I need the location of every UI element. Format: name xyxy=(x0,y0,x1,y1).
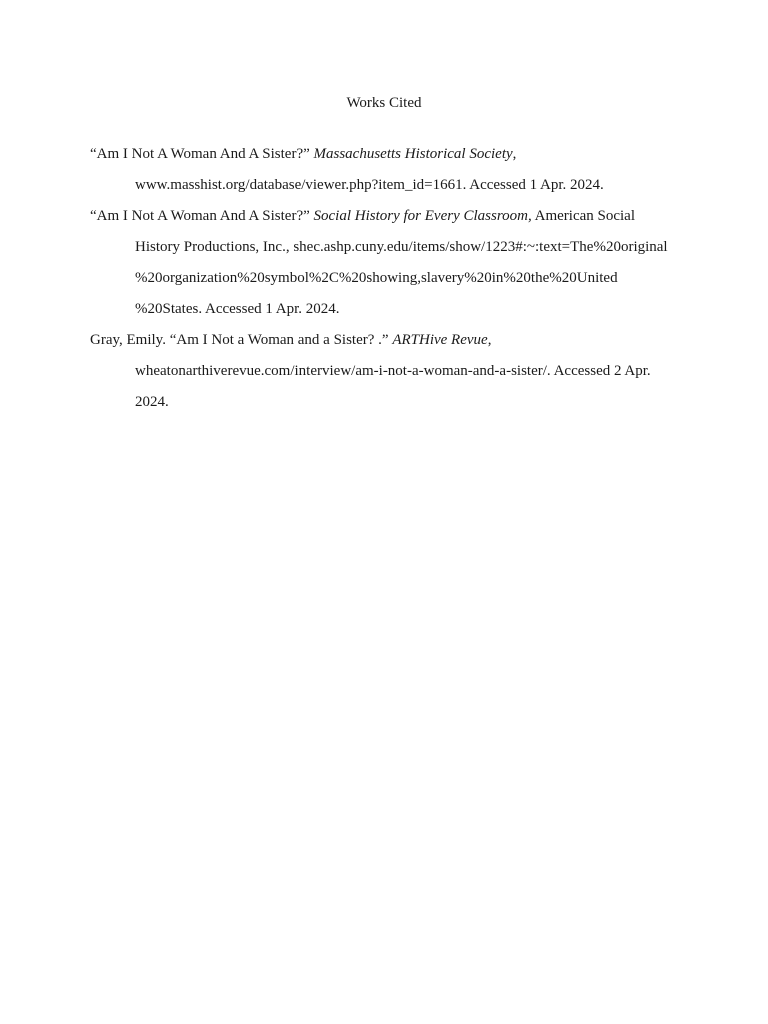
citation-entry xyxy=(90,201,690,325)
citation-source-title: Social History for Every Classroom, xyxy=(313,208,532,224)
citation-text: Gray, Emily. “Am I Not a Woman and a Sister? .” xyxy=(90,332,393,348)
citation-line xyxy=(90,325,690,356)
citation-text: American Social xyxy=(531,208,636,224)
citation-line xyxy=(135,232,690,263)
citation-source-title: Massachusetts Historical Society xyxy=(313,146,513,162)
citation-text: 2024. xyxy=(135,394,169,410)
citation-line xyxy=(90,201,690,232)
citation-text: , xyxy=(512,146,517,162)
citation-entry xyxy=(90,325,690,418)
citation-text: %20States. Accessed 1 Apr. 2024. xyxy=(135,301,340,317)
page-title: Works Cited xyxy=(346,95,422,111)
citation-text: www.masshist.org/database/viewer.php?item_id=1661. Accessed 1 Apr. 2024. xyxy=(135,177,604,193)
citation-text: wheatonarthiverevue.com/interview/am-i-not-a-woman-and-a-sister/. Accessed 2 Apr. xyxy=(135,363,651,379)
citation-line xyxy=(135,263,690,294)
works-cited-list xyxy=(90,139,690,418)
citation-source-title: ARTHive Revue xyxy=(392,332,488,348)
citation-line xyxy=(135,170,690,201)
citation-entry xyxy=(90,139,690,201)
citation-text: History Productions, Inc., shec.ashp.cuny.edu/items/show/1223#:~:text=The%20original xyxy=(135,239,668,255)
citation-line xyxy=(135,387,690,418)
citation-text: %20organization%20symbol%2C%20showing,slavery%20in%20the%20United xyxy=(135,270,618,286)
citation-text: , xyxy=(487,332,492,348)
citation-text: “Am I Not A Woman And A Sister?” xyxy=(90,146,314,162)
citation-text: “Am I Not A Woman And A Sister?” xyxy=(90,208,314,224)
citation-line xyxy=(90,139,690,170)
citation-line xyxy=(135,356,690,387)
citation-line xyxy=(135,294,690,325)
